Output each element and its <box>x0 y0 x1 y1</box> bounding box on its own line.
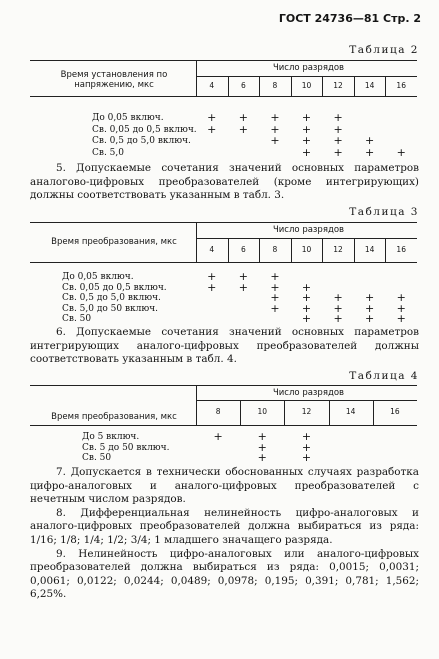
table3-row-label: Св. 50 <box>62 314 92 324</box>
table3-mark: + <box>365 301 375 315</box>
table2-mark: + <box>238 111 248 124</box>
table3-mark: + <box>301 312 312 325</box>
table-2-group-header: Число разрядов <box>272 63 345 73</box>
table3-column-header: 4 <box>209 244 215 254</box>
paragraph-7-text: 7. Допускается в технически обоснованных случаях разработка цифро-аналоговых и аналого-цифровых преобразователей с нечетным числом разрядов. <box>30 466 419 506</box>
table4-column-header: 8 <box>215 407 221 416</box>
paragraph-9-text: 9. Нелинейность цифро-аналоговых или аналого-цифровых преобразователей должна выбираться из ряда: 0,0015; 0,0031; 0,0061; 0,0122; 0,0244; 0,0489; 0,0978; 0,195; 0,391; 0,781; 1,562; 6,25%. <box>30 547 419 601</box>
table3-mark: + <box>270 291 280 304</box>
table4-mark: + <box>257 440 267 454</box>
table2-mark: + <box>301 134 312 147</box>
paragraph-6 <box>30 326 419 367</box>
table-4-left-header: Время преобразования, мкс <box>51 412 177 422</box>
table-3-group-rule <box>196 238 417 239</box>
paragraphs-7-9 <box>30 466 419 602</box>
table3-mark: + <box>365 312 375 325</box>
table2-mark: + <box>270 134 280 147</box>
table3-mark: + <box>301 291 312 304</box>
table4-row-label: Св. 50 <box>82 453 112 463</box>
table2-mark: + <box>301 122 312 136</box>
table-2-left-header: Время установления по напряжению, мкс <box>60 70 168 90</box>
table4-mark: + <box>301 430 312 443</box>
table2-row-label: Св. 0,5 до 5,0 включ. <box>92 136 191 146</box>
table3-mark: + <box>207 270 217 283</box>
table2-column-header: 16 <box>396 80 406 90</box>
table3-column-header: 16 <box>396 244 406 254</box>
table4-mark: + <box>301 451 312 464</box>
table-4-header-rule <box>30 425 417 426</box>
table3-mark: + <box>396 291 406 304</box>
paragraph-8-text: 8. Дифференциальная нелинейность цифро-аналоговых и аналого-цифровых преобразователей должна выбираться из ряда: 1/16; 1/8; 1/4; 1/2; 3/4; 1 младшего значащего разряда. <box>30 506 419 546</box>
paragraph-5-text: 5. Допускаемые сочетания значений основных параметров аналогово-цифровых преобразователей (кроме интегрирующих) должны соответствовать указанным в табл. 3. <box>30 162 419 202</box>
table-3-header-rule <box>30 262 417 263</box>
table3-column-header: 14 <box>364 244 375 254</box>
table-2-header-rule <box>30 96 417 97</box>
table3-mark: + <box>396 312 406 325</box>
table3-mark: + <box>270 270 280 283</box>
table3-column-header: 12 <box>333 244 343 254</box>
table3-row-label: Св. 0,05 до 0,5 включ. <box>62 282 167 293</box>
table-2-top-rule <box>30 60 417 61</box>
table2-mark: + <box>333 134 343 147</box>
table-4-vline <box>196 385 197 425</box>
table-3-vline <box>196 222 197 262</box>
table-3-caption: Таблица 3 <box>349 206 419 218</box>
table3-mark: + <box>238 280 248 294</box>
table3-mark: + <box>270 301 280 315</box>
table3-mark: + <box>301 301 312 315</box>
paragraph-6-text: 6. Допускаемые сочетания значений основных параметров интегрирующих аналого-цифровых преобразователей должны соответствовать указанным в табл. 4. <box>30 326 419 366</box>
table2-mark: + <box>365 145 375 159</box>
table3-mark: + <box>270 280 280 294</box>
table3-column-header: 8 <box>272 244 278 254</box>
table2-mark: + <box>333 145 343 159</box>
table4-mark: + <box>257 451 267 464</box>
table3-row-label: Св. 5,0 до 50 включ. <box>62 303 159 314</box>
table3-mark: + <box>365 291 375 304</box>
table-4-caption: Таблица 4 <box>349 370 419 382</box>
table2-row-label: Св. 5,0 <box>92 147 124 158</box>
table3-mark: + <box>333 312 343 325</box>
table2-mark: + <box>238 122 248 136</box>
table2-column-header: 10 <box>301 80 312 90</box>
table3-row-label: Св. 0,5 до 5,0 включ. <box>62 293 161 303</box>
table3-mark: + <box>238 270 248 283</box>
table-3-top-rule <box>30 222 417 223</box>
table3-mark: + <box>396 301 406 315</box>
table-4-group-header: Число разрядов <box>272 388 345 398</box>
table4-row-label: До 5 включ. <box>82 432 140 442</box>
table-4-group-rule <box>196 400 417 401</box>
table3-column-header: 6 <box>240 244 246 254</box>
page-header: ГОСТ 24736—81 Стр. 2 <box>278 12 421 25</box>
table2-column-header: 14 <box>364 80 375 90</box>
table4-mark: + <box>257 430 267 443</box>
table3-mark: + <box>207 280 217 294</box>
table3-mark: + <box>333 301 343 315</box>
table2-mark: + <box>365 134 375 147</box>
table4-column-header: 12 <box>301 407 312 416</box>
table2-row-label: Св. 0,05 до 0,5 включ. <box>92 124 197 135</box>
table-2-vline <box>196 60 197 96</box>
table2-mark: + <box>301 111 312 124</box>
paragraph-5 <box>30 162 419 203</box>
table3-mark: + <box>333 291 343 304</box>
table3-mark: + <box>301 280 312 294</box>
table-4-top-rule <box>30 385 417 386</box>
table2-mark: + <box>270 111 280 124</box>
table2-mark: + <box>207 122 217 136</box>
table4-column-header: 10 <box>257 407 268 416</box>
table2-mark: + <box>333 111 343 124</box>
table4-column-header: 14 <box>345 407 356 416</box>
table2-column-header: 6 <box>240 80 246 90</box>
table-2-group-rule <box>196 76 417 77</box>
table-2-caption: Таблица 2 <box>349 44 419 56</box>
table4-column-header: 16 <box>390 407 400 416</box>
table2-row-label: До 0,05 включ. <box>92 113 164 123</box>
table4-mark: + <box>301 440 312 454</box>
table-3-left-header: Время преобразования, мкс <box>51 237 177 247</box>
table2-column-header: 4 <box>209 80 215 90</box>
table3-column-header: 10 <box>301 244 312 254</box>
table4-mark: + <box>213 430 223 443</box>
table2-column-header: 12 <box>333 80 343 90</box>
table4-row-label: Св. 5 до 50 включ. <box>82 442 170 453</box>
table2-mark: + <box>270 122 280 136</box>
table2-mark: + <box>207 111 217 124</box>
table2-mark: + <box>396 145 406 159</box>
table-3-group-header: Число разрядов <box>272 225 345 235</box>
table2-column-header: 8 <box>272 80 278 90</box>
table3-row-label: До 0,05 включ. <box>62 272 134 282</box>
table2-mark: + <box>301 145 312 159</box>
table2-mark: + <box>333 122 343 136</box>
